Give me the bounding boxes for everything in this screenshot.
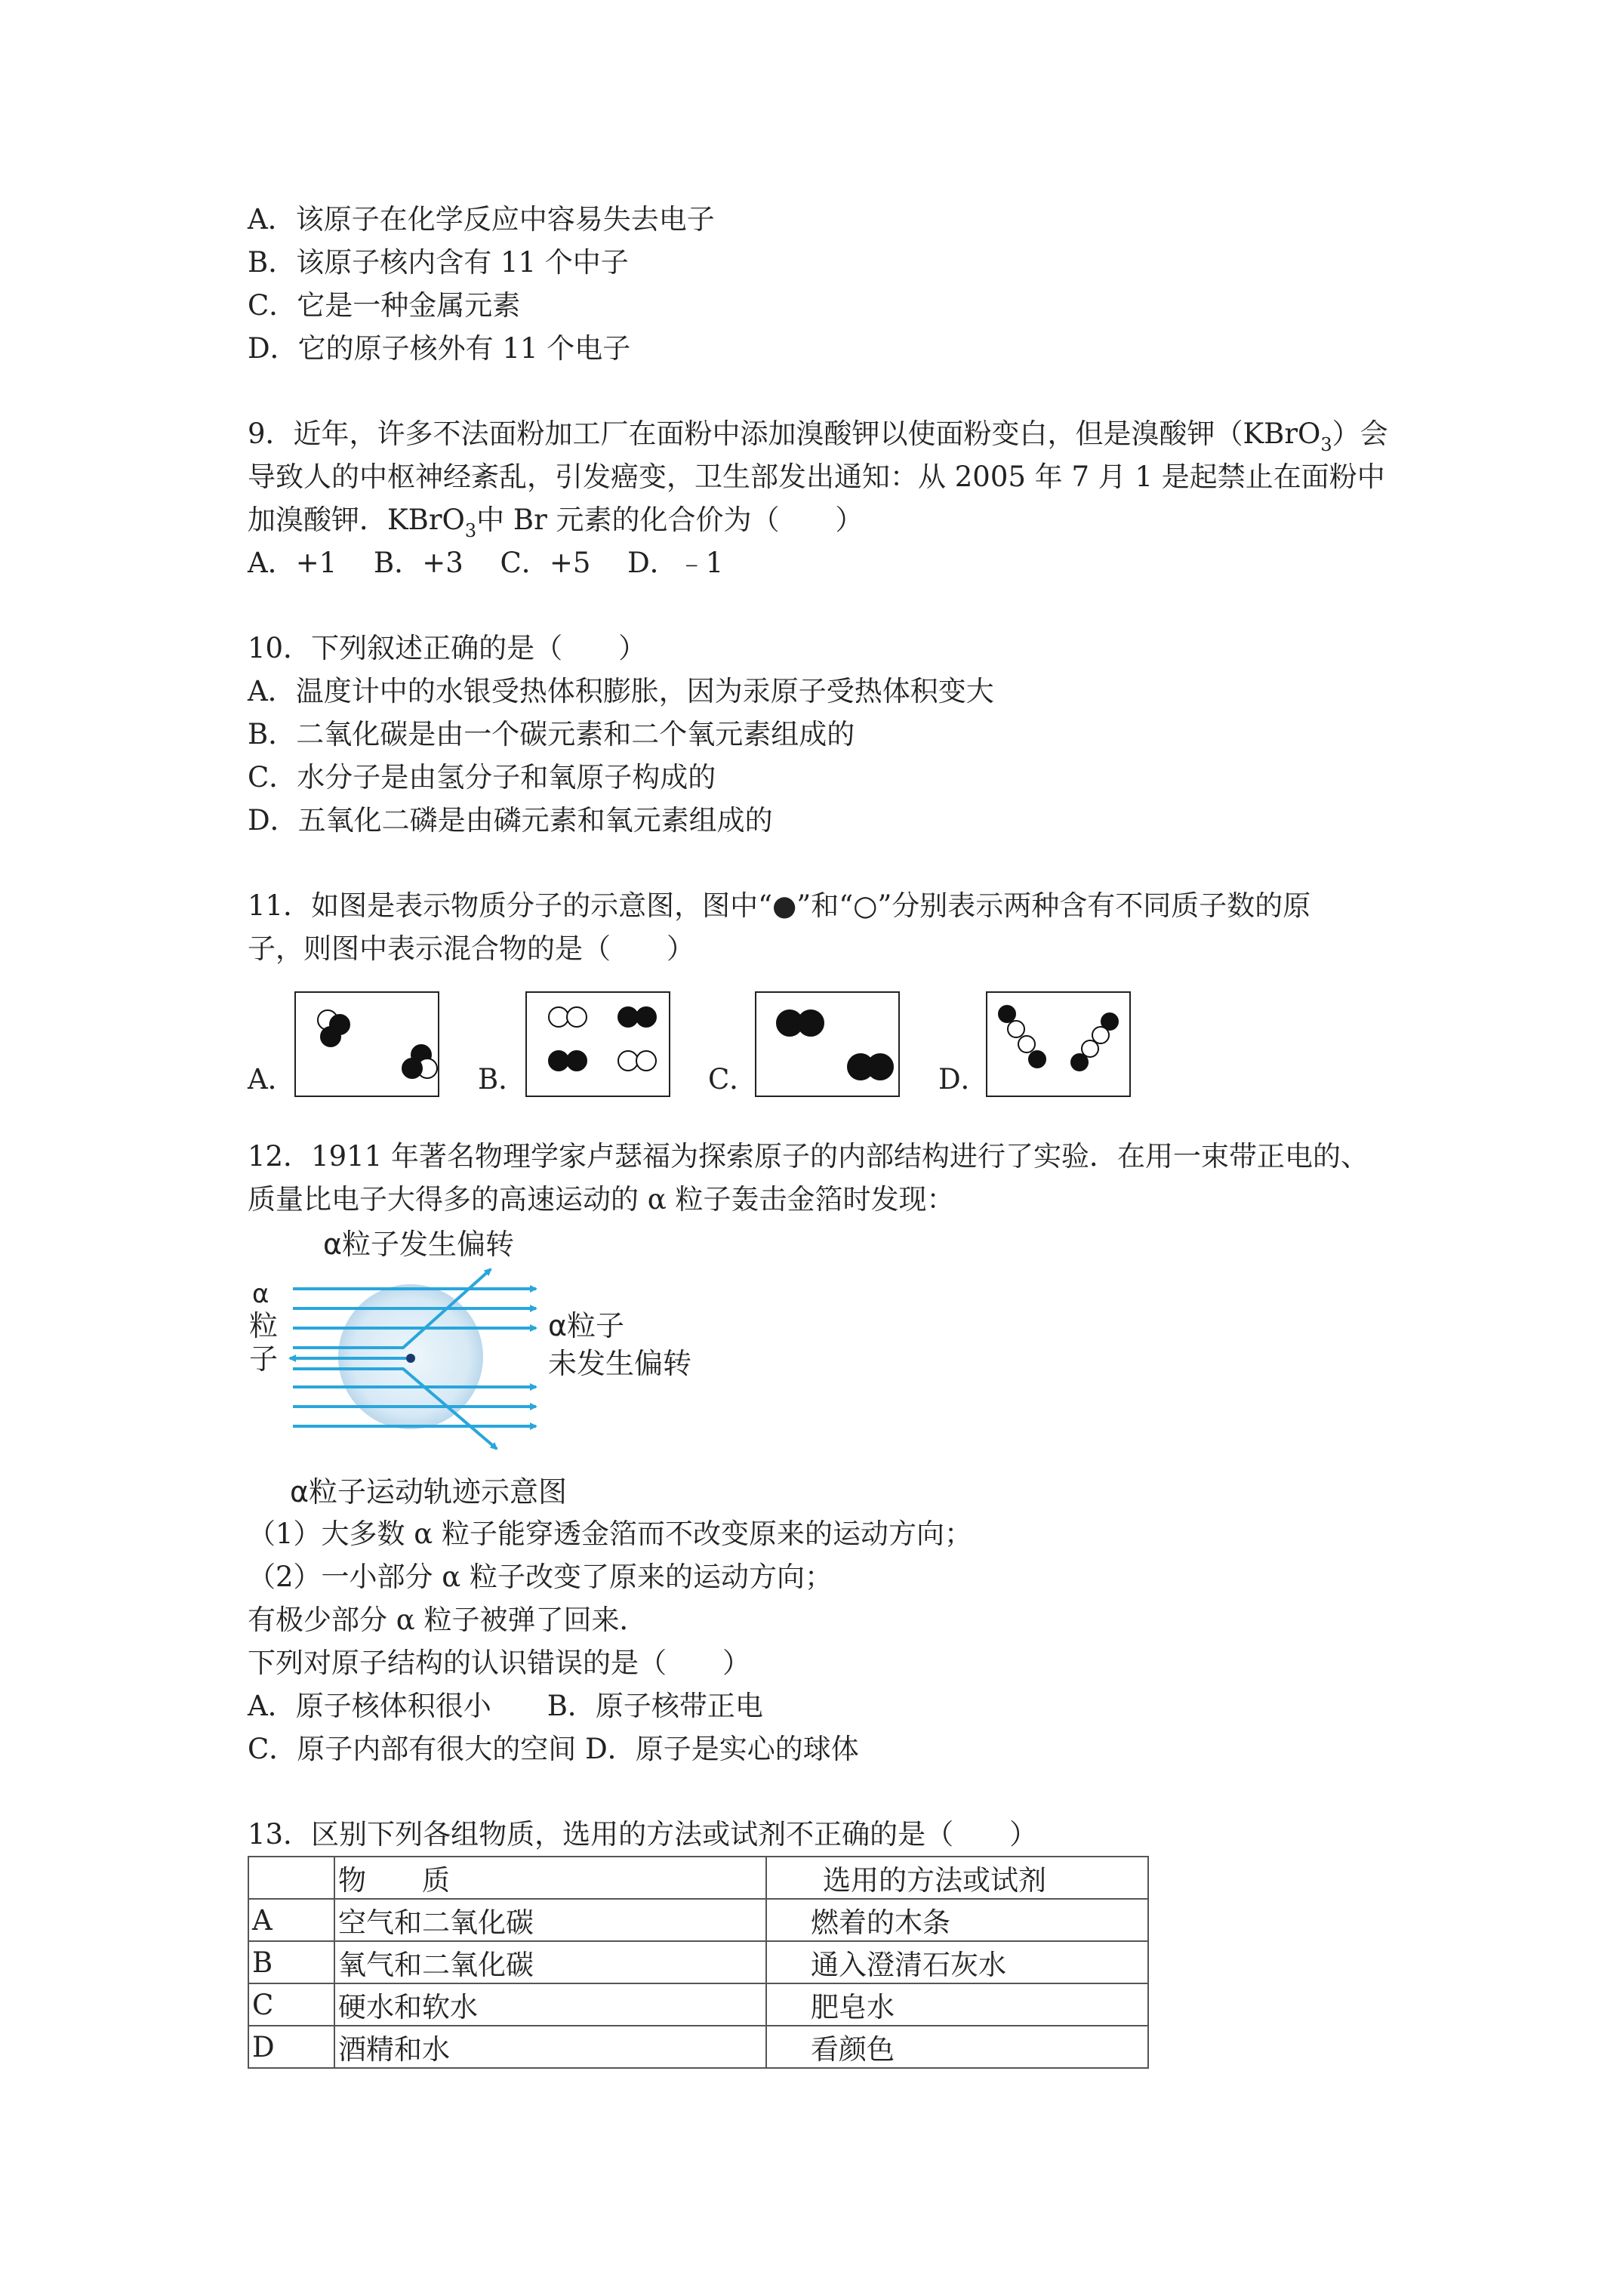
black-atom xyxy=(566,1050,587,1071)
q12-stem-line-1: 12．1911 年著名物理学家卢瑟福为探索原子的内部结构进行了实验．在用一束带正电的、 xyxy=(248,1140,1369,1173)
table-header-row xyxy=(248,1857,1148,1899)
question-9 xyxy=(248,412,1425,584)
black-atom xyxy=(1070,1053,1089,1071)
q10-option-b: B．二氧化碳是由一个碳元素和二个氧元素组成的 xyxy=(248,718,855,750)
q12-options-row-2: C．原子内部有很大的空间 D．原子是实心的球体 xyxy=(248,1733,859,1765)
q12-question: 下列对原子结构的认识错误的是（ ） xyxy=(248,1647,750,1679)
q9-options: A．+1 B．+3 C．+5 D．﹣1 xyxy=(248,547,724,579)
question-11 xyxy=(248,884,1425,1099)
q12-observation-1: （1）大多数 α 粒子能穿透金箔而不改变原来的运动方向； xyxy=(248,1518,973,1550)
q9-stem-line-2: 导致人的中枢神经紊乱，引发癌变，卫生部发出通知：从 2005 年 7 月 1 是起禁止在面粉中 xyxy=(248,461,1385,493)
table-cell-substance: 空气和二氧化碳 xyxy=(334,1899,766,1941)
q8-option-d: D．它的原子核外有 11 个电子 xyxy=(248,332,631,365)
q13-stem: 13．区别下列各组物质，选用的方法或试剂不正确的是（ ） xyxy=(248,1818,1038,1851)
black-atom xyxy=(1028,1050,1046,1068)
white-atom xyxy=(566,1006,587,1028)
table-cell-label: D xyxy=(248,2026,334,2068)
table-row xyxy=(248,1983,1148,2026)
molecule-box-d xyxy=(986,991,1131,1097)
black-atom xyxy=(867,1053,894,1080)
alpha-scattering-diagram xyxy=(248,1222,731,1509)
q8-option-b: B．该原子核内含有 11 个中子 xyxy=(248,246,629,279)
q11-molecule-figures xyxy=(248,970,1425,1099)
q12-stem-line-2: 质量比电子大得多的高速运动的 α 粒子轰击金箔时发现： xyxy=(248,1183,955,1216)
q10-option-a: A．温度计中的水银受热体积膨胀，因为汞原子受热体积变大 xyxy=(248,675,994,707)
q11-label-b: B． xyxy=(478,1063,527,1096)
q12-options-row-1: A．原子核体积很小 B．原子核带正电 xyxy=(248,1690,763,1722)
white-atom xyxy=(636,1050,657,1071)
q11-stem-line-1: 11．如图是表示物质分子的示意图，图中“●”和“○”分别表示两种含有不同质子数的原 xyxy=(248,889,1311,922)
question-10 xyxy=(248,627,1425,842)
table-cell-label: C xyxy=(248,1983,334,2026)
fig-right-label-2: 未发生偏转 xyxy=(548,1347,692,1380)
table-header-cell: 物 质 xyxy=(334,1857,766,1899)
alpha-scattering-figure xyxy=(248,1222,1425,1509)
nucleus xyxy=(406,1354,415,1363)
q11-stem-line-2: 子，则图中表示混合物的是（ ） xyxy=(248,932,694,965)
document-content xyxy=(248,198,1425,2069)
molecule-box-a xyxy=(294,991,439,1097)
black-atom xyxy=(402,1058,423,1079)
q8-options xyxy=(248,198,1425,370)
table-row xyxy=(248,1941,1148,1983)
q12-observation-2: （2）一小部分 α 粒子改变了原来的运动方向； xyxy=(248,1561,833,1593)
table-cell-substance: 硬水和软水 xyxy=(334,1983,766,2026)
q11-label-a: A． xyxy=(248,1063,296,1096)
table-header-cell xyxy=(248,1857,334,1899)
question-12 xyxy=(248,1135,1425,1771)
q9-stem-line-3: 加溴酸钾．KBrO$_3$中 Br 元素的化合价为（ ） xyxy=(248,504,864,541)
q10-option-c: C．水分子是由氢分子和氧原子构成的 xyxy=(248,761,716,794)
molecule-box-b xyxy=(525,991,670,1097)
q12-observation-3: 有极少部分 α 粒子被弹了回来． xyxy=(248,1604,648,1636)
table-header-cell: 选用的方法或试剂 xyxy=(766,1857,1148,1899)
q13-table xyxy=(248,1856,1149,2069)
fig-left-label-alpha: α xyxy=(252,1279,269,1309)
molecule-box-c xyxy=(755,991,900,1097)
table-cell-method: 肥皂水 xyxy=(766,1983,1148,2026)
fig-left-label-li: 粒 xyxy=(249,1309,279,1342)
fig-right-label-1: α粒子 xyxy=(548,1309,625,1342)
q8-option-a: A．该原子在化学反应中容易失去电子 xyxy=(248,203,715,236)
black-atom xyxy=(636,1006,657,1028)
table-cell-method: 燃着的木条 xyxy=(766,1899,1148,1941)
q11-label-d: D． xyxy=(938,1063,989,1096)
table-row xyxy=(248,1899,1148,1941)
table-row xyxy=(248,2026,1148,2068)
fig-top-label: α粒子发生偏转 xyxy=(323,1228,515,1261)
q10-stem: 10．下列叙述正确的是（ ） xyxy=(248,632,647,664)
fig-caption: α粒子运动轨迹示意图 xyxy=(290,1475,568,1509)
table-cell-label: A xyxy=(248,1899,334,1941)
black-atom xyxy=(320,1026,341,1047)
question-13 xyxy=(248,1813,1425,2069)
q8-option-c: C．它是一种金属元素 xyxy=(248,289,521,322)
black-atom xyxy=(797,1009,824,1037)
q11-label-c: C． xyxy=(708,1063,758,1096)
fig-left-label-zi: 子 xyxy=(249,1342,279,1376)
q9-stem-line-1: 9．近年，许多不法面粉加工厂在面粉中添加溴酸钾以使面粉变白，但是溴酸钾（KBrO$_3$）会 xyxy=(248,418,1388,455)
table-cell-method: 看颜色 xyxy=(766,2026,1148,2068)
table-cell-method: 通入澄清石灰水 xyxy=(766,1941,1148,1983)
table-cell-substance: 氧气和二氧化碳 xyxy=(334,1941,766,1983)
table-cell-substance: 酒精和水 xyxy=(334,2026,766,2068)
q10-option-d: D．五氧化二磷是由磷元素和氧元素组成的 xyxy=(248,804,773,837)
table-cell-label: B xyxy=(248,1941,334,1983)
